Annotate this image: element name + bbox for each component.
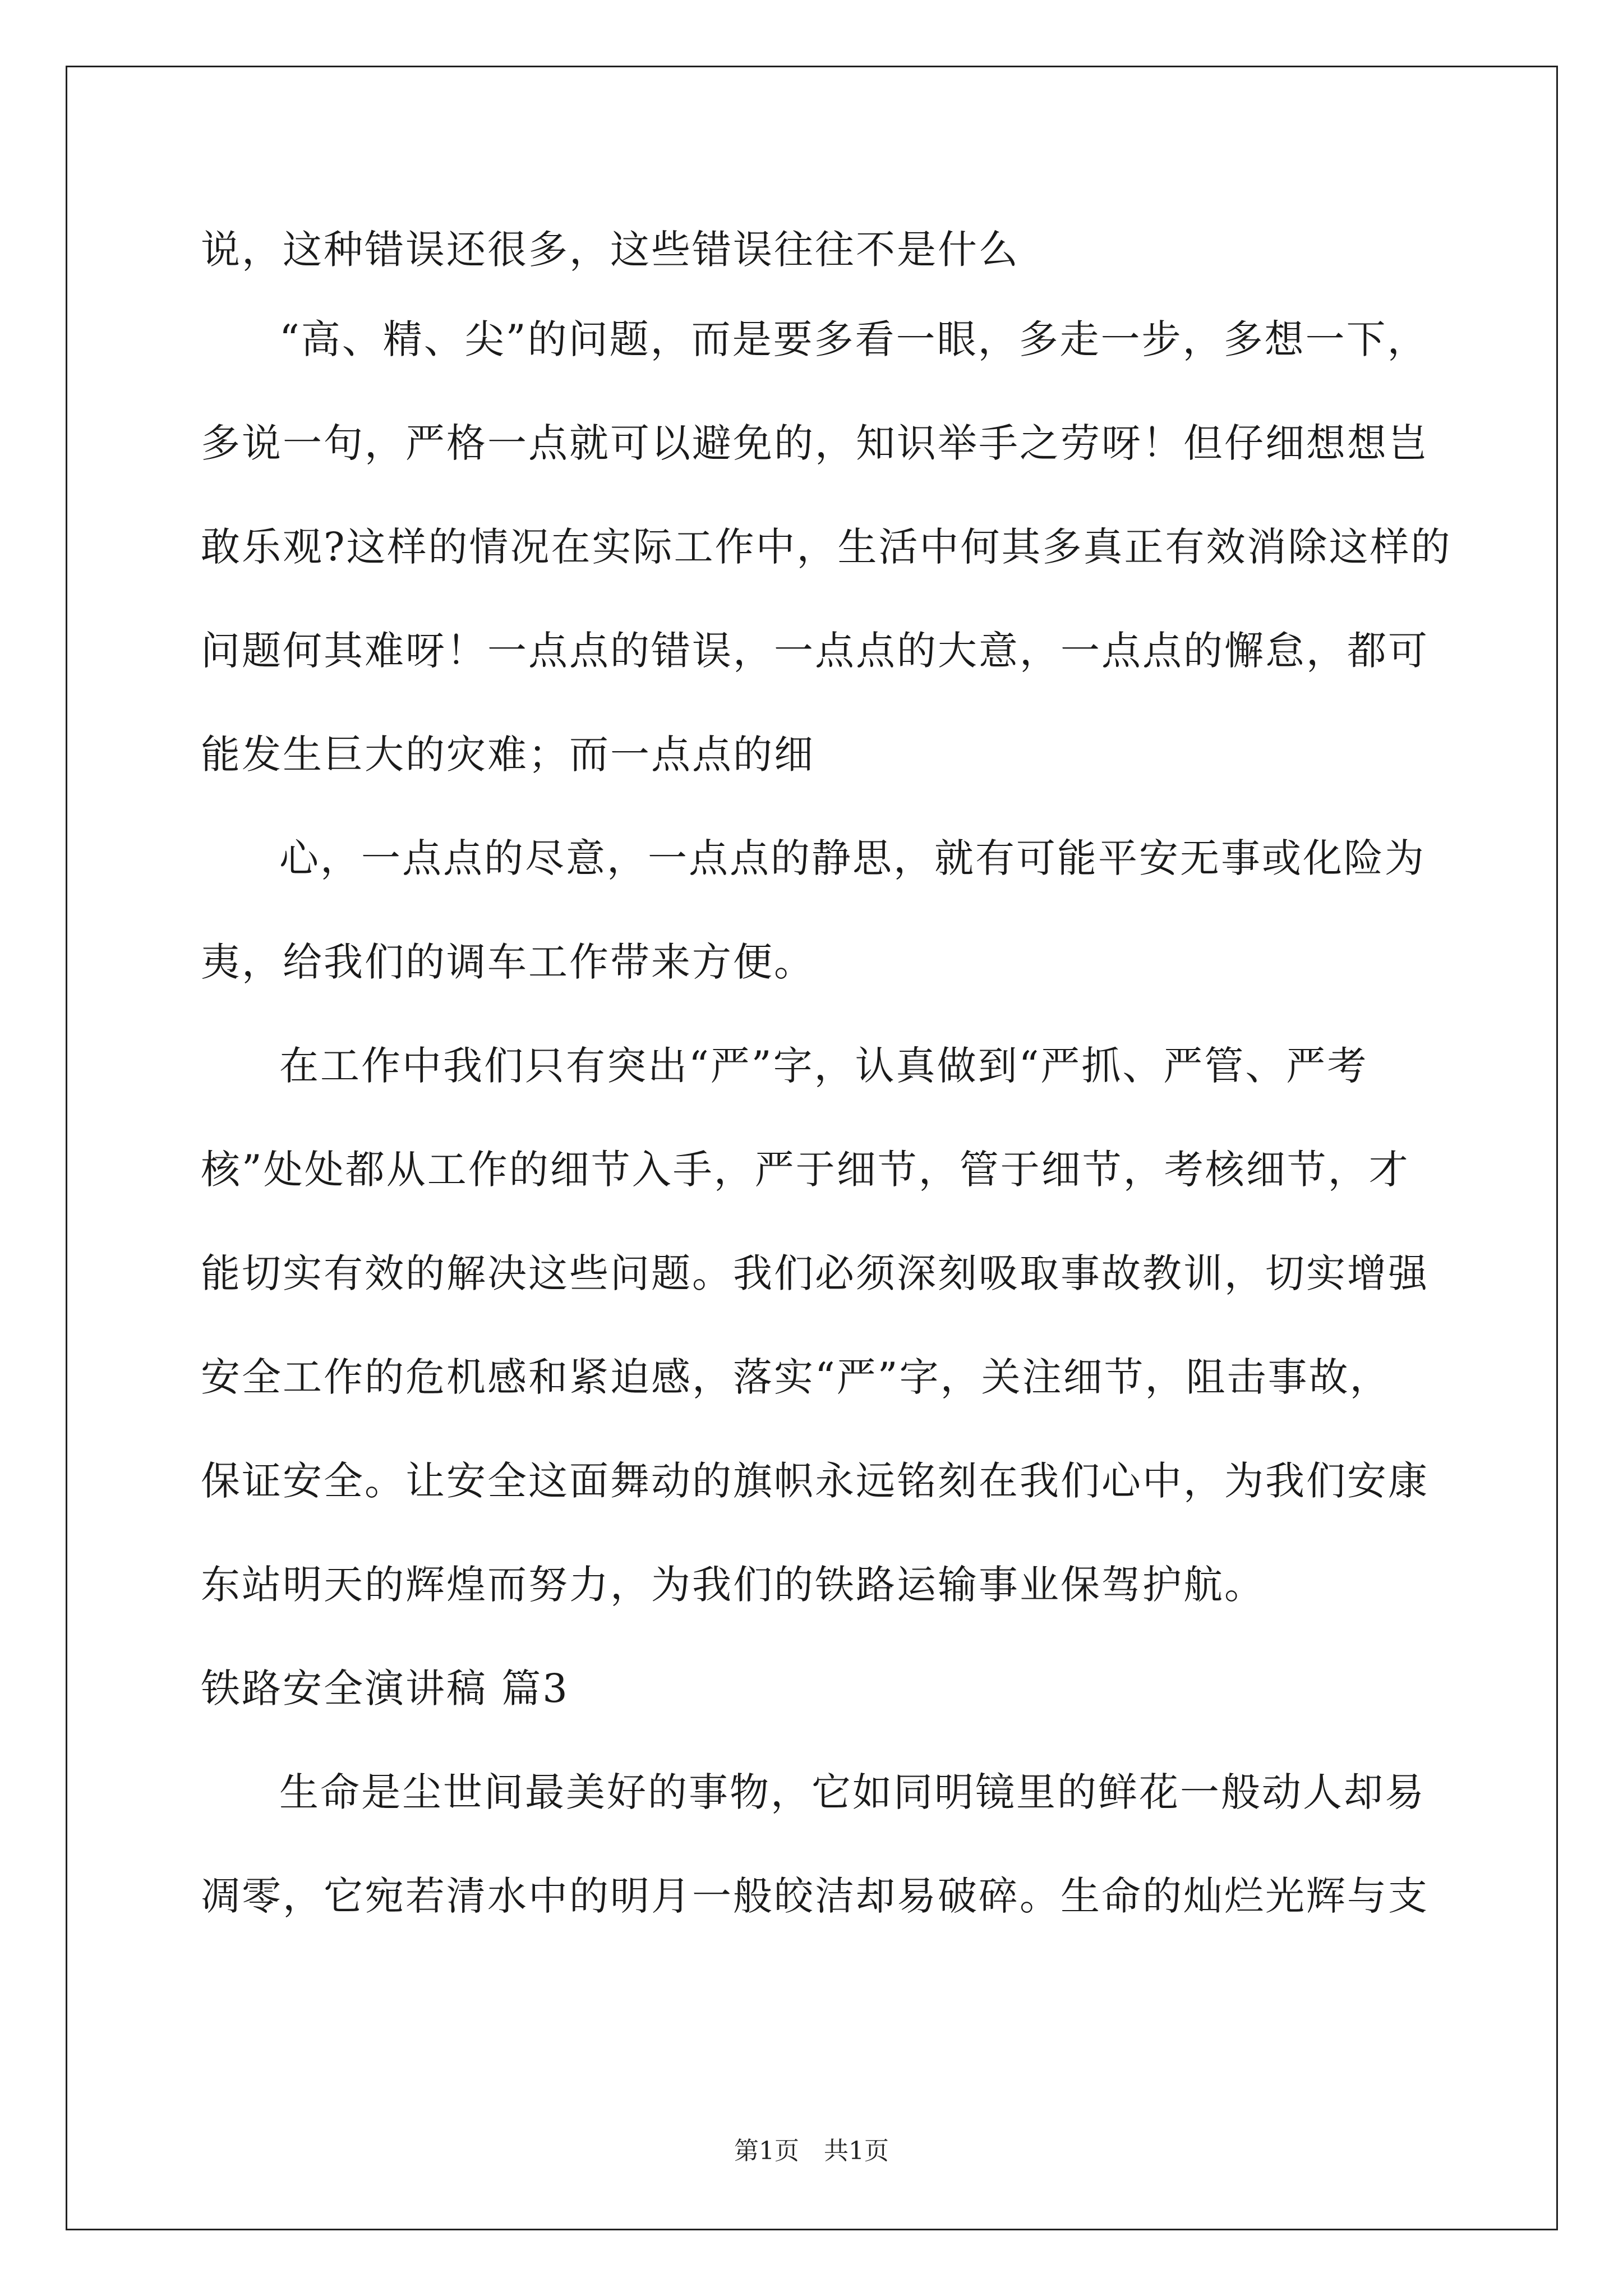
text-line: 核”处处都从工作的细节入手，严于细节，管于细节，考核细节，才 xyxy=(201,1147,1410,1193)
text-line: 能切实有效的解决这些问题。我们必须深刻吸取事故教训，切实增强 xyxy=(201,1250,1429,1296)
text-line: 生命是尘世间最美好的事物，它如同明镜里的鲜花一般动人却易 xyxy=(279,1769,1426,1815)
text-line: 在工作中我们只有突出“严”字，认真做到“严抓、严管、严考 xyxy=(279,1043,1368,1089)
text-line: “高、精、尖”的问题，而是要多看一眼，多走一步，多想一下， xyxy=(279,316,1428,362)
text-line: 安全工作的危机感和紧迫感，落实“严”字，关注细节，阻击事故， xyxy=(201,1354,1391,1400)
text-line: 夷，给我们的调车工作带来方便。 xyxy=(201,939,815,985)
text-line: 保证安全。让安全这面舞动的旗帜永远铭刻在我们心中，为我们安康 xyxy=(201,1458,1429,1504)
text-line: 说，这种错误还很多，这些错误往往不是什么 xyxy=(201,227,1020,273)
text-line: 东站明天的辉煌而努力，为我们的铁路运输事业保驾护航。 xyxy=(201,1562,1265,1608)
page-number: 第1页 共1页 xyxy=(734,2137,889,2165)
text-line: 心，一点点的尽意，一点点的静思，就有可能平安无事或化险为 xyxy=(279,835,1426,881)
text-line: 凋零，它宛若清水中的明月一般皎洁却易破碎。生命的灿烂光辉与支 xyxy=(201,1873,1429,1919)
text-line: 多说一句，严格一点就可以避免的，知识举手之劳呀！但仔细想想岂 xyxy=(201,420,1429,466)
section-heading: 铁路安全演讲稿 篇3 xyxy=(201,1665,569,1711)
text-line: 敢乐观?这样的情况在实际工作中，生活中何其多真正有效消除这样的 xyxy=(201,524,1452,570)
text-line: 能发生巨大的灾难；而一点点的细 xyxy=(201,731,815,777)
text-line: 问题何其难呀！一点点的错误，一点点的大意，一点点的懈怠，都可 xyxy=(201,628,1429,674)
